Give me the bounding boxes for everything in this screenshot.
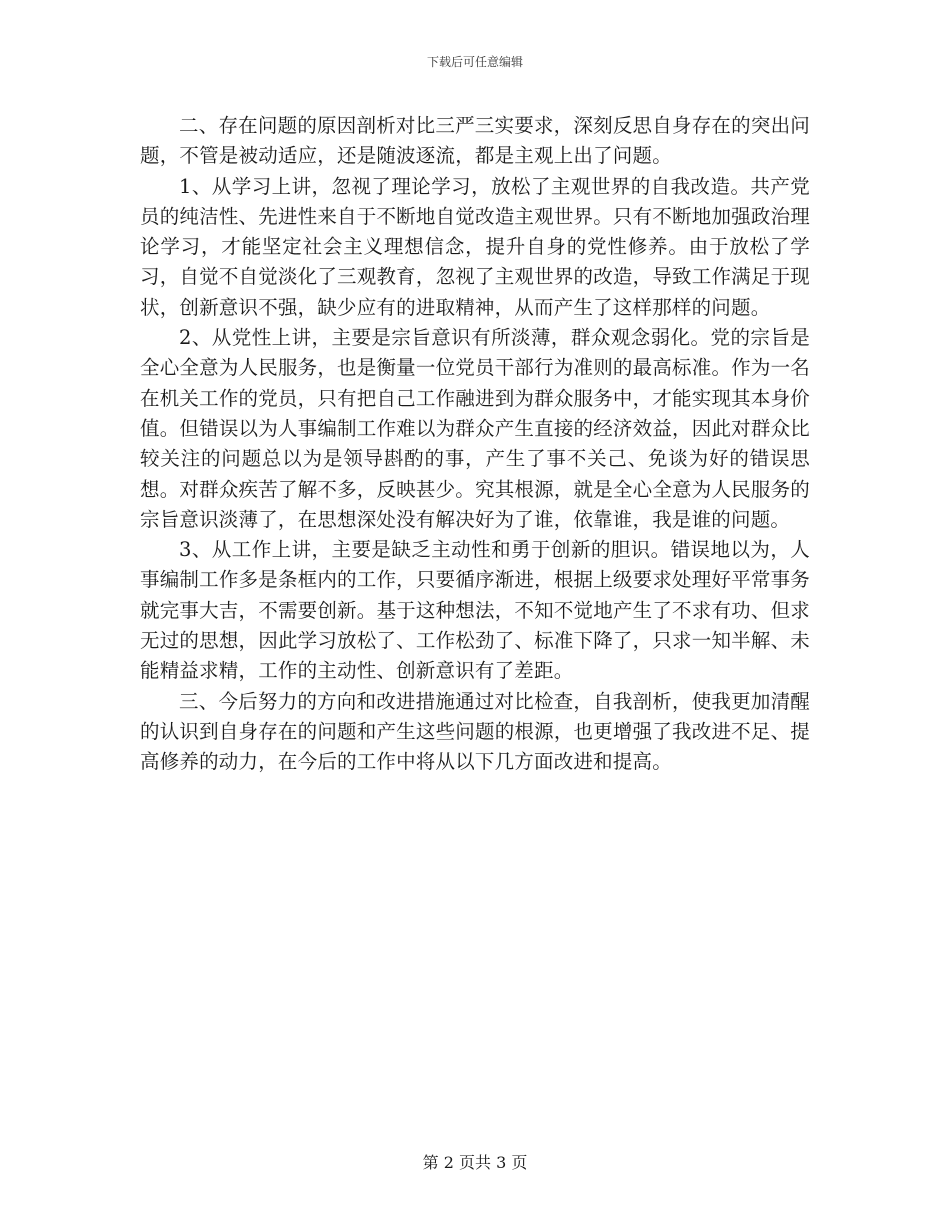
- document-body: [140, 111, 810, 778]
- paragraph-party-spirit: 2、从党性上讲，主要是宗旨意识有所淡薄，群众观念弱化。党的宗旨是全心全意为人民服务，也是衡量一位党员干部行为准则的最高标准。作为一名在机关工作的党员，只有把自己工作融进到为群众服务中，才能实现其本身价值。但错误以为人事编制工作难以为群众产生直接的经济效益，因此对群众比较关注的问题总以为是领导斟酌的事，产生了事不关己、免谈为好的错误思想。对群众疾苦了解不多，反映甚少。究其根源，就是全心全意为人民服务的宗旨意识淡薄了，在思想深处没有解决好为了谁，依靠谁，我是谁的问题。: [140, 326, 810, 531]
- page-header: 下载后可任意编辑: [426, 55, 523, 69]
- paragraph-section-two-intro: 二、存在问题的原因剖析对比三严三实要求，深刻反思自身存在的突出问题，不管是被动适应，还是随波逐流，都是主观上出了问题。: [140, 114, 810, 168]
- paragraph-work: 3、从工作上讲，主要是缺乏主动性和勇于创新的胆识。错误地以为，人事编制工作多是条框内的工作，只要循序渐进，根据上级要求处理好平常事务就完事大吉，不需要创新。基于这种想法，不知不觉地产生了不求有功、但求无过的思想，因此学习放松了、工作松劲了、标准下降了，只求一知半解、未能精益求精，工作的主动性、创新意识有了差距。: [140, 538, 810, 683]
- page-footer: 第 2 页共 3 页: [422, 1153, 528, 1172]
- paragraph-study: 1、从学习上讲，忽视了理论学习，放松了主观世界的自我改造。共产党员的纯洁性、先进性来自于不断地自觉改造主观世界。只有不断地加强政治理论学习，才能坚定社会主义理想信念，提升自身的党性修养。由于放松了学习，自觉不自觉淡化了三观教育，忽视了主观世界的改造，导致工作满足于现状，创新意识不强，缺少应有的进取精神，从而产生了这样那样的问题。: [140, 174, 810, 319]
- paragraph-section-three-intro: 三、今后努力的方向和改进措施通过对比检查，自我剖析，使我更加清醒的认识到自身存在的问题和产生这些问题的根源，也更增强了我改进不足、提高修养的动力，在今后的工作中将从以下几方面改进和提高。: [140, 689, 810, 774]
